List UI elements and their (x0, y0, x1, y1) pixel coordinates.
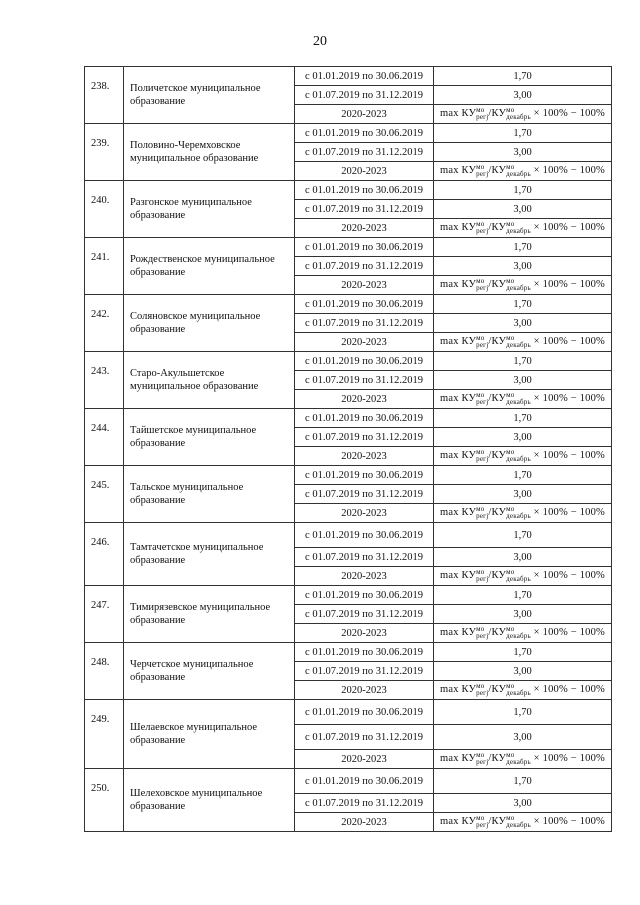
index-formula (440, 222, 605, 233)
formula-mid: /КУ (488, 753, 507, 765)
formula-prefix: max КУ (440, 279, 477, 291)
formula-scripts-2 (506, 221, 531, 235)
municipality-name: Рождественское муниципальное образование (124, 238, 295, 295)
index-formula (440, 450, 605, 461)
index-formula (440, 753, 605, 764)
formula-suffix: × 100% − 100% (530, 222, 605, 234)
formula-sub-1: регj (476, 575, 489, 583)
formula-mid: /КУ (488, 336, 507, 348)
municipality-name: Поличетское муниципальное образование (124, 67, 295, 124)
period-cell: 2020-2023 (295, 681, 434, 700)
formula-scripts-1 (476, 221, 488, 235)
period-cell: с 01.01.2019 по 30.06.2019 (295, 523, 434, 548)
row-number: 238. (85, 67, 124, 124)
value-cell: 3,00 (434, 428, 612, 447)
period-cell: 2020-2023 (295, 333, 434, 352)
value-cell: 3,00 (434, 662, 612, 681)
formula-suffix: × 100% − 100% (530, 108, 605, 120)
period-cell: с 01.01.2019 по 30.06.2019 (295, 295, 434, 314)
row-number: 243. (85, 352, 124, 409)
formula-suffix: × 100% − 100% (530, 627, 605, 639)
index-formula (440, 684, 605, 695)
formula-sup-1: мо (476, 814, 485, 822)
formula-sub-2: декабрь (506, 341, 531, 349)
formula-sup-2: мо (506, 220, 515, 228)
municipality-name: Тимирязевское муниципальное образование (124, 586, 295, 643)
period-cell: с 01.01.2019 по 30.06.2019 (295, 769, 434, 794)
formula-cell (434, 504, 612, 523)
formula-suffix: × 100% − 100% (530, 816, 605, 828)
period-cell: 2020-2023 (295, 162, 434, 181)
formula-scripts-1 (476, 449, 488, 463)
value-cell: 1,70 (434, 700, 612, 725)
formula-sup-2: мо (506, 625, 515, 633)
page-number: 20 (313, 34, 327, 49)
index-formula (440, 570, 605, 581)
value-cell: 1,70 (434, 67, 612, 86)
formula-sub-1: регj (476, 113, 489, 121)
period-cell: с 01.01.2019 по 30.06.2019 (295, 466, 434, 485)
formula-prefix: max КУ (440, 570, 477, 582)
row-number: 246. (85, 523, 124, 586)
municipality-name: Половино-Черемховское муниципальное образование (124, 124, 295, 181)
formula-sup-1: мо (476, 682, 485, 690)
formula-mid: /КУ (488, 108, 507, 120)
municipality-name: Тальское муниципальное образование (124, 466, 295, 523)
formula-suffix: × 100% − 100% (530, 165, 605, 177)
table-row (85, 700, 612, 725)
formula-suffix: × 100% − 100% (530, 507, 605, 519)
formula-scripts-2 (506, 335, 531, 349)
value-cell: 1,70 (434, 124, 612, 143)
period-cell: с 01.01.2019 по 30.06.2019 (295, 124, 434, 143)
municipality-name: Черчетское муниципальное образование (124, 643, 295, 700)
index-formula (440, 627, 605, 638)
formula-sup-2: мо (506, 391, 515, 399)
formula-sup-2: мо (506, 277, 515, 285)
period-cell: с 01.07.2019 по 31.12.2019 (295, 86, 434, 105)
index-formula (440, 336, 605, 347)
formula-cell (434, 681, 612, 700)
index-formula (440, 279, 605, 290)
formula-sup-1: мо (476, 334, 485, 342)
formula-suffix: × 100% − 100% (530, 393, 605, 405)
formula-scripts-2 (506, 752, 531, 766)
formula-mid: /КУ (488, 507, 507, 519)
formula-mid: /КУ (488, 393, 507, 405)
formula-scripts-1 (476, 335, 488, 349)
value-cell: 3,00 (434, 548, 612, 567)
formula-sub-1: регj (476, 341, 489, 349)
formula-scripts-1 (476, 569, 488, 583)
value-cell: 3,00 (434, 371, 612, 390)
period-cell: с 01.01.2019 по 30.06.2019 (295, 238, 434, 257)
formula-prefix: max КУ (440, 336, 477, 348)
row-number: 247. (85, 586, 124, 643)
value-cell: 3,00 (434, 143, 612, 162)
table-row (85, 769, 612, 794)
formula-sub-2: декабрь (506, 758, 531, 766)
formula-scripts-2 (506, 278, 531, 292)
value-cell: 1,70 (434, 643, 612, 662)
formula-sub-2: декабрь (506, 398, 531, 406)
period-cell: с 01.01.2019 по 30.06.2019 (295, 181, 434, 200)
formula-scripts-1 (476, 107, 488, 121)
formula-prefix: max КУ (440, 108, 477, 120)
table-row (85, 238, 612, 257)
formula-sup-2: мо (506, 682, 515, 690)
formula-prefix: max КУ (440, 684, 477, 696)
period-cell: с 01.07.2019 по 31.12.2019 (295, 371, 434, 390)
value-cell: 1,70 (434, 466, 612, 485)
municipality-name: Шелеховское муниципальное образование (124, 769, 295, 832)
period-cell: с 01.07.2019 по 31.12.2019 (295, 200, 434, 219)
formula-sup-2: мо (506, 334, 515, 342)
period-cell: 2020-2023 (295, 567, 434, 586)
index-formula (440, 507, 605, 518)
table-row (85, 466, 612, 485)
value-cell: 1,70 (434, 295, 612, 314)
value-cell: 1,70 (434, 238, 612, 257)
formula-sub-1: регj (476, 398, 489, 406)
tariff-table (84, 66, 612, 832)
formula-scripts-1 (476, 278, 488, 292)
index-formula (440, 165, 605, 176)
formula-scripts-1 (476, 683, 488, 697)
period-cell: с 01.07.2019 по 31.12.2019 (295, 605, 434, 624)
table-row (85, 409, 612, 428)
formula-sup-1: мо (476, 505, 485, 513)
formula-sub-2: декабрь (506, 632, 531, 640)
value-cell: 1,70 (434, 769, 612, 794)
formula-suffix: × 100% − 100% (530, 684, 605, 696)
period-cell: 2020-2023 (295, 504, 434, 523)
period-cell: 2020-2023 (295, 105, 434, 124)
formula-scripts-2 (506, 506, 531, 520)
formula-sub-2: декабрь (506, 455, 531, 463)
formula-cell (434, 105, 612, 124)
period-cell: 2020-2023 (295, 390, 434, 409)
value-cell: 1,70 (434, 352, 612, 371)
value-cell: 1,70 (434, 586, 612, 605)
formula-prefix: max КУ (440, 165, 477, 177)
value-cell: 1,70 (434, 523, 612, 548)
municipality-name: Соляновское муниципальное образование (124, 295, 295, 352)
table-row (85, 124, 612, 143)
row-number: 244. (85, 409, 124, 466)
formula-mid: /КУ (488, 165, 507, 177)
formula-sub-1: регj (476, 821, 489, 829)
formula-mid: /КУ (488, 816, 507, 828)
formula-cell (434, 447, 612, 466)
formula-sub-1: регj (476, 284, 489, 292)
formula-suffix: × 100% − 100% (530, 570, 605, 582)
formula-scripts-1 (476, 506, 488, 520)
formula-prefix: max КУ (440, 753, 477, 765)
formula-sup-1: мо (476, 625, 485, 633)
formula-prefix: max КУ (440, 450, 477, 462)
value-cell: 3,00 (434, 86, 612, 105)
period-cell: 2020-2023 (295, 750, 434, 769)
municipality-name: Тамтачетское муниципальное образование (124, 523, 295, 586)
period-cell: 2020-2023 (295, 624, 434, 643)
period-cell: с 01.01.2019 по 30.06.2019 (295, 643, 434, 662)
formula-prefix: max КУ (440, 627, 477, 639)
period-cell: 2020-2023 (295, 813, 434, 832)
table-row (85, 295, 612, 314)
formula-sup-1: мо (476, 751, 485, 759)
formula-sub-1: регj (476, 455, 489, 463)
value-cell: 3,00 (434, 314, 612, 333)
period-cell: 2020-2023 (295, 276, 434, 295)
index-formula (440, 816, 605, 827)
formula-sup-1: мо (476, 568, 485, 576)
formula-sup-2: мо (506, 448, 515, 456)
formula-scripts-2 (506, 683, 531, 697)
period-cell: с 01.01.2019 по 30.06.2019 (295, 352, 434, 371)
formula-sub-2: декабрь (506, 227, 531, 235)
value-cell: 1,70 (434, 181, 612, 200)
period-cell: с 01.07.2019 по 31.12.2019 (295, 257, 434, 276)
formula-scripts-2 (506, 164, 531, 178)
table-row (85, 643, 612, 662)
formula-sub-1: регj (476, 512, 489, 520)
formula-sup-1: мо (476, 448, 485, 456)
formula-mid: /КУ (488, 627, 507, 639)
formula-prefix: max КУ (440, 816, 477, 828)
formula-suffix: × 100% − 100% (530, 279, 605, 291)
formula-sub-1: регj (476, 632, 489, 640)
formula-sup-1: мо (476, 106, 485, 114)
row-number: 242. (85, 295, 124, 352)
period-cell: с 01.01.2019 по 30.06.2019 (295, 586, 434, 605)
table-row (85, 181, 612, 200)
formula-scripts-2 (506, 815, 531, 829)
municipality-name: Тайшетское муниципальное образование (124, 409, 295, 466)
period-cell: с 01.07.2019 по 31.12.2019 (295, 794, 434, 813)
formula-scripts-1 (476, 752, 488, 766)
formula-suffix: × 100% − 100% (530, 753, 605, 765)
formula-scripts-1 (476, 815, 488, 829)
period-cell: с 01.01.2019 по 30.06.2019 (295, 700, 434, 725)
index-formula (440, 393, 605, 404)
formula-cell (434, 276, 612, 295)
value-cell: 3,00 (434, 257, 612, 276)
formula-scripts-1 (476, 626, 488, 640)
formula-sub-2: декабрь (506, 170, 531, 178)
formula-cell (434, 750, 612, 769)
value-cell: 3,00 (434, 485, 612, 504)
period-cell: с 01.07.2019 по 31.12.2019 (295, 485, 434, 504)
period-cell: с 01.01.2019 по 30.06.2019 (295, 67, 434, 86)
row-number: 248. (85, 643, 124, 700)
period-cell: с 01.01.2019 по 30.06.2019 (295, 409, 434, 428)
period-cell: 2020-2023 (295, 447, 434, 466)
formula-sup-1: мо (476, 220, 485, 228)
row-number: 239. (85, 124, 124, 181)
formula-cell (434, 813, 612, 832)
table-row (85, 586, 612, 605)
formula-sup-2: мо (506, 814, 515, 822)
formula-mid: /КУ (488, 222, 507, 234)
formula-scripts-2 (506, 626, 531, 640)
formula-sub-1: регj (476, 689, 489, 697)
municipality-name: Старо-Акульшетское муниципальное образование (124, 352, 295, 409)
formula-sub-1: регj (476, 170, 489, 178)
formula-cell (434, 219, 612, 238)
formula-sup-2: мо (506, 163, 515, 171)
formula-scripts-1 (476, 392, 488, 406)
formula-mid: /КУ (488, 684, 507, 696)
formula-mid: /КУ (488, 570, 507, 582)
row-number: 245. (85, 466, 124, 523)
period-cell: с 01.07.2019 по 31.12.2019 (295, 725, 434, 750)
value-cell: 3,00 (434, 605, 612, 624)
row-number: 241. (85, 238, 124, 295)
formula-cell (434, 333, 612, 352)
formula-mid: /КУ (488, 279, 507, 291)
formula-scripts-2 (506, 392, 531, 406)
municipality-name: Шелаевское муниципальное образование (124, 700, 295, 769)
period-cell: с 01.07.2019 по 31.12.2019 (295, 662, 434, 681)
formula-scripts-2 (506, 107, 531, 121)
formula-cell (434, 567, 612, 586)
formula-sup-1: мо (476, 391, 485, 399)
value-cell: 3,00 (434, 200, 612, 219)
formula-sub-1: регj (476, 758, 489, 766)
formula-suffix: × 100% − 100% (530, 450, 605, 462)
formula-sub-2: декабрь (506, 284, 531, 292)
formula-suffix: × 100% − 100% (530, 336, 605, 348)
table-row (85, 523, 612, 548)
formula-cell (434, 162, 612, 181)
row-number: 250. (85, 769, 124, 832)
municipality-name: Разгонское муниципальное образование (124, 181, 295, 238)
formula-sub-2: декабрь (506, 113, 531, 121)
formula-scripts-1 (476, 164, 488, 178)
formula-sup-2: мо (506, 106, 515, 114)
index-formula (440, 108, 605, 119)
formula-sub-2: декабрь (506, 512, 531, 520)
row-number: 249. (85, 700, 124, 769)
value-cell: 3,00 (434, 794, 612, 813)
formula-sub-2: декабрь (506, 689, 531, 697)
formula-sup-2: мо (506, 505, 515, 513)
formula-scripts-2 (506, 449, 531, 463)
formula-prefix: max КУ (440, 507, 477, 519)
formula-sub-2: декабрь (506, 575, 531, 583)
formula-mid: /КУ (488, 450, 507, 462)
value-cell: 1,70 (434, 409, 612, 428)
formula-scripts-2 (506, 569, 531, 583)
period-cell: с 01.07.2019 по 31.12.2019 (295, 428, 434, 447)
formula-prefix: max КУ (440, 222, 477, 234)
formula-sup-2: мо (506, 751, 515, 759)
table-row (85, 352, 612, 371)
formula-sub-2: декабрь (506, 821, 531, 829)
period-cell: с 01.07.2019 по 31.12.2019 (295, 548, 434, 567)
formula-sup-1: мо (476, 163, 485, 171)
formula-cell (434, 390, 612, 409)
period-cell: с 01.07.2019 по 31.12.2019 (295, 143, 434, 162)
formula-sub-1: регj (476, 227, 489, 235)
period-cell: 2020-2023 (295, 219, 434, 238)
formula-cell (434, 624, 612, 643)
formula-prefix: max КУ (440, 393, 477, 405)
table-row (85, 67, 612, 86)
period-cell: с 01.07.2019 по 31.12.2019 (295, 314, 434, 333)
row-number: 240. (85, 181, 124, 238)
formula-sup-2: мо (506, 568, 515, 576)
formula-sup-1: мо (476, 277, 485, 285)
value-cell: 3,00 (434, 725, 612, 750)
